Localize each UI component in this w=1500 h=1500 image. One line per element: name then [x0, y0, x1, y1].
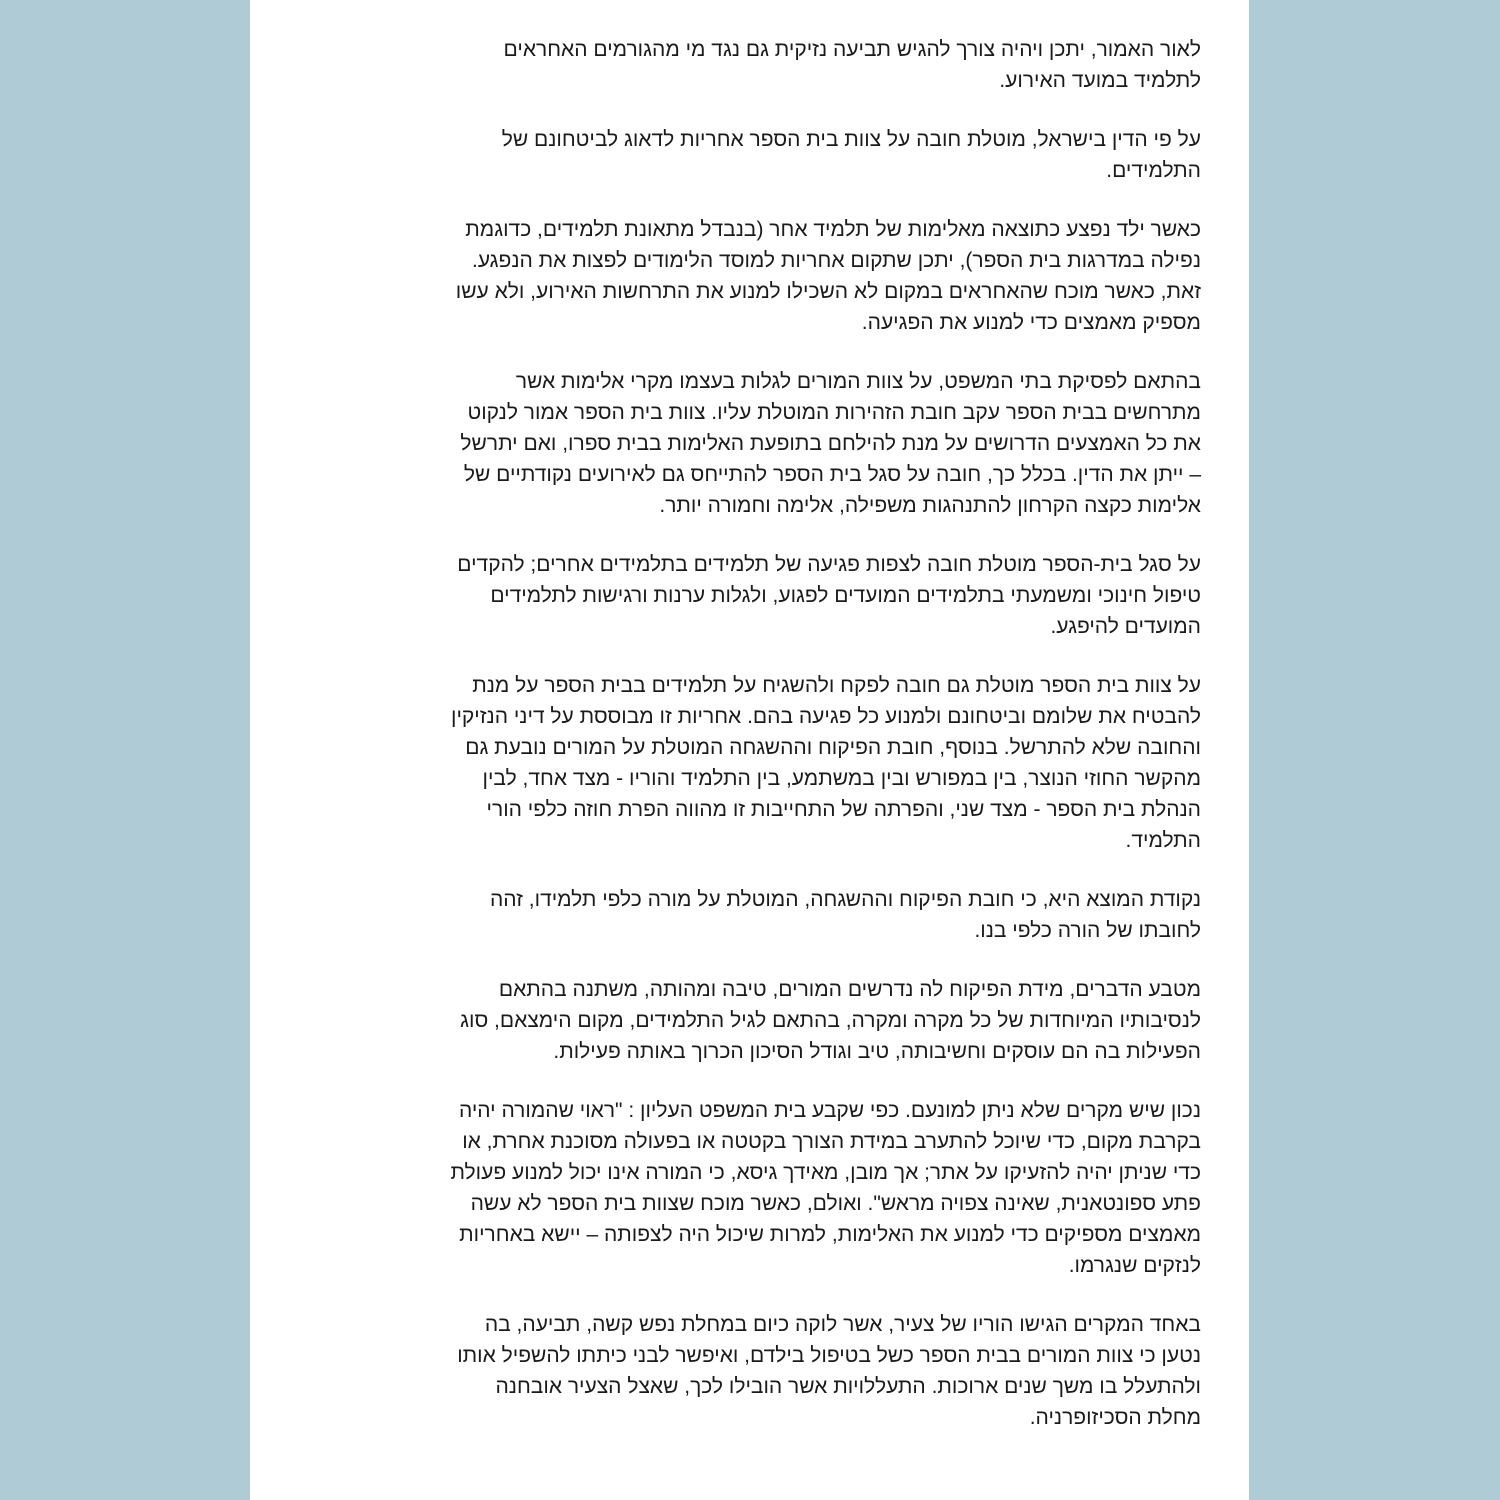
paragraph-line: טיפול חינוכי ומשמעתי בתלמידים המועדים לפגוע, ולגלות ערנות ורגישות לתלמידים — [490, 584, 1201, 607]
paragraph-line: כדי שניתן יהיה להזעיקו על אתר; אך מובן, מאידך גיסא, כי המורה אינו יכול למנוע פעולת — [450, 1161, 1201, 1184]
paragraph — [321, 124, 1201, 186]
paragraph-line: את כל האמצעים הדרושים על מנת להילחם בתופעת האלימות בבית ספרו, ואם יתרשל — [460, 432, 1201, 455]
paragraph-line: באחד המקרים הגישו הוריו של צעיר, אשר לוקה כיום במחלת נפש קשה, תביעה, בה — [484, 1313, 1201, 1336]
paragraph-line: המועדים להיפגע. — [1050, 615, 1201, 638]
paragraph — [321, 884, 1201, 946]
paragraph-line: נכון שיש מקרים שלא ניתן למונעם. כפי שקבע בית המשפט העליון : "ראוי שהמורה יהיה — [458, 1099, 1201, 1122]
paragraph-line: מטבע הדברים, מידת הפיקוח לה נדרשים המורים, טיבה ומהותה, משתנה בהתאם — [498, 978, 1201, 1001]
paragraph-line: בהתאם לפסיקת בתי המשפט, על צוות המורים לגלות בעצמו מקרי אלימות אשר — [515, 370, 1201, 393]
document-page — [250, 0, 1249, 1500]
paragraph-line: מהקשר החוזי הנוצר, בין במפורש ובין במשתמע, בין התלמיד והוריו - מצד אחד, לבין — [482, 767, 1201, 790]
paragraph-line: מתרחשים בבית הספר עקב חובת הזהירות המוטלת עליו. צוות בית הספר אמור לנקוט — [467, 401, 1201, 424]
paragraph-line: התלמידים. — [1106, 159, 1201, 182]
paragraph-line: על סגל בית-הספר מוטלת חובה לצפות פגיעה של תלמידים בתלמידים אחרים; להקדים — [457, 553, 1201, 576]
paragraph-line: הנהלת בית הספר - מצד שני, והפרתה של התחייבות זו מהווה הפרת חוזה כלפי הורי — [486, 798, 1201, 821]
paragraph-line: ולהתעלל בו משך שנים ארוכות. התעללויות אשר הובילו לכך, שאצל הצעיר אובחנה — [495, 1375, 1201, 1398]
paragraph — [321, 670, 1201, 856]
paragraph — [321, 974, 1201, 1067]
paragraph-line: לחובתו של הורה כלפי בנו. — [974, 919, 1201, 942]
paragraph-line: כאשר ילד נפצע כתוצאה מאלימות של תלמיד אחר (בנבדל מתאונת תלמידים, כדוגמת — [465, 218, 1201, 241]
paragraph — [321, 366, 1201, 521]
paragraph-line: בקרבת מקום, כדי שיוכל להתערב במידת הצורך בקטטה או בפעולה מסוכנת אחרת, או — [462, 1130, 1201, 1153]
paragraph-line: לתלמיד במועד האירוע. — [999, 69, 1201, 92]
paragraph-line: לנסיבותיו המיוחדות של כל מקרה ומקרה, בהתאם לגיל התלמידים, מקום הימצאם, סוג — [460, 1009, 1201, 1032]
paragraph-line: מחלת הסכיזופרניה. — [1029, 1406, 1201, 1429]
paragraph — [321, 549, 1201, 642]
paragraph-line: מאמצים מספיקים כדי למנוע את האלימות, למרות שיכול היה לצפותה – יישא באחריות — [459, 1223, 1201, 1246]
document-body — [321, 34, 1201, 1461]
paragraph-line: להבטיח את שלומם וביטחונם ולמנוע כל פגיעה בהם. אחריות זו מבוססת על דיני הנזיקין — [451, 705, 1201, 728]
paragraph-line: התלמיד. — [1125, 829, 1201, 852]
paragraph-line: נקודת המוצא היא, כי חובת הפיקוח וההשגחה, המוטלת על מורה כלפי תלמידו, זהה — [489, 888, 1201, 911]
paragraph-line: נטען כי צוות המורים בבית הספר כשל בטיפול בילדם, ואיפשר לבני כיתתו להשפיל אותו — [457, 1344, 1201, 1367]
paragraph — [321, 1095, 1201, 1281]
paragraph-line: הפעילות בה הם עוסקים וחשיבותה, טיב וגודל הסיכון הכרוך באותה פעילות. — [553, 1040, 1201, 1063]
paragraph — [321, 1309, 1201, 1433]
paragraph-line: לנזקים שנגרמו. — [1068, 1254, 1201, 1277]
paragraph-line: – ייתן את הדין. בכלל כך, חובה על סגל בית הספר להתייחס גם לאירועים נקודתיים של — [463, 463, 1201, 486]
paragraph-line: על צוות בית הספר מוטלת גם חובה לפקח ולהשגיח על תלמידים בבית הספר על מנת — [472, 674, 1201, 697]
paragraph-line: והחובה שלא להתרשל. בנוסף, חובת הפיקוח וההשגחה המוטלת על המורים נובעת גם — [465, 736, 1201, 759]
paragraph — [321, 214, 1201, 338]
paragraph — [321, 34, 1201, 96]
paragraph-line: נפילה במדרגות בית הספר), יתכן שתקום אחריות למוסד הלימודים לפצות את הנפגע. — [472, 249, 1201, 272]
paragraph-line: לאור האמור, יתכן ויהיה צורך להגיש תביעה נזיקית גם נגד מי מהגורמים האחראים — [503, 38, 1201, 61]
paragraph-line: אלימות כקצה הקרחון להתנהגות משפילה, אלימה וחמורה יותר. — [659, 494, 1201, 517]
paragraph-line: זאת, כאשר מוכח שהאחראים במקום לא השכילו למנוע את התרחשות האירוע, ולא עשו — [455, 280, 1201, 303]
paragraph-line: פתע ספונטאנית, שאינה צפויה מראש". ואולם, כאשר מוכח שצוות בית הספר לא עשה — [470, 1192, 1201, 1215]
paragraph-line: על פי הדין בישראל, מוטלת חובה על צוות בית הספר אחריות לדאוג לביטחונם של — [501, 128, 1201, 151]
paragraph-line: מספיק מאמצים כדי למנוע את הפגיעה. — [861, 311, 1201, 334]
